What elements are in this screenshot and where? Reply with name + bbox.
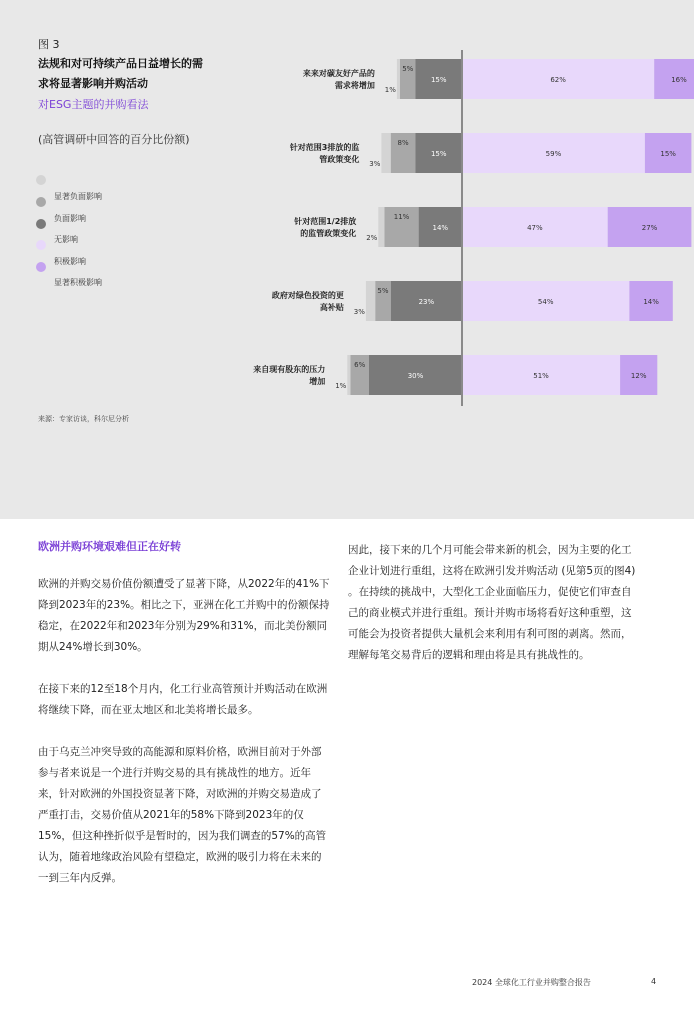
paragraph: 在接下来的12至18个月内，化工行业高管预计并购活动在欧洲将继续下降，而在亚太地区和北美将增长最多。 xyxy=(38,683,328,716)
data-label: 15% xyxy=(430,76,447,84)
data-label: 16% xyxy=(671,76,687,84)
article-left-column xyxy=(38,574,330,910)
data-label: 15% xyxy=(660,150,676,158)
legend-label-1: 负面影响 xyxy=(54,214,86,223)
data-label: 30% xyxy=(407,372,424,380)
figure-source: 来源：专家访谈，科尔尼分析 xyxy=(38,415,129,423)
bar-显著负面影响-2 xyxy=(378,207,384,247)
data-label: 62% xyxy=(550,76,566,84)
data-label: 1% xyxy=(335,382,347,390)
figure-subtitle: 对ESG主题的并购看法 xyxy=(38,98,149,111)
category-label: 管政策变化 xyxy=(319,155,360,164)
category-label: 来来对碳友好产品的 xyxy=(302,69,375,78)
bar-显著负面影响-0 xyxy=(397,59,400,99)
bar-显著负面影响-4 xyxy=(347,355,350,395)
category-label: 针对范围3排放的监 xyxy=(289,143,360,152)
diverging-bar-chart xyxy=(225,50,687,410)
chart-legend xyxy=(36,175,156,290)
legend-swatch-4 xyxy=(36,262,46,272)
data-label: 59% xyxy=(545,150,562,158)
category-label: 高补贴 xyxy=(319,303,344,312)
data-label: 2% xyxy=(366,234,378,242)
paragraph: 由于乌克兰冲突导致的高能源和原料价格，欧洲目前对于外部参与者来说是一个进行并购交易的具有挑战性的地方。近年来，针对欧洲的外国投资显著下降，对欧洲的并购交易造成了严重打击，交易价值从2021年的58%下降到2023年的仅15%，但这种挫折似乎是暂时的，因为我们调查的57%的高管认为，随着地缘政治风险有望稳定，欧洲的吸引力将在未来的一到三年内反弹。 xyxy=(38,746,327,884)
data-label: 47% xyxy=(527,224,543,232)
figure-title: 法规和对可持续产品日益增长的需求将显著影响并购活动 xyxy=(38,57,203,90)
data-label: 14% xyxy=(432,224,449,232)
legend-label-3: 积极影响 xyxy=(54,257,86,266)
category-label: 的监管政策变化 xyxy=(300,229,357,238)
paragraph: 欧洲的并购交易价值份额遭受了显著下降，从2022年的41%下降到2023年的23%。相比之下，亚洲在化工并购中的份额保持稳定，在2022年和2023年分别为29%和31%，而北美份额同期从24%增长到30%。 xyxy=(38,578,330,653)
data-label: 27% xyxy=(641,224,658,232)
category-label: 针对范围1/2排放 xyxy=(294,217,357,226)
category-label: 需求将增加 xyxy=(334,81,375,90)
figure-note: (高管调研中回答的百分比份额) xyxy=(38,133,190,146)
data-label: 14% xyxy=(643,298,659,306)
data-label: 5% xyxy=(402,65,414,73)
data-label: 5% xyxy=(377,287,389,295)
data-label: 6% xyxy=(354,361,366,369)
legend-label-0: 显著负面影响 xyxy=(54,192,102,201)
category-label: 增加 xyxy=(309,377,326,386)
legend-swatch-2 xyxy=(36,219,46,229)
paragraph: 因此，接下来的几个月可能会带来新的机会，因为主要的化工企业计划进行重组，这将在欧洲引发并购活动 (见第5页的图4) 。在持续的挑战中，大型化工企业面临压力，促使它们审查自己的商业模式并进行重组。预计并购市场将看好这种重塑，这可能会为投资者提供大量机会来利用有利可图的剥离。然而，理解每笔交易背后的逻辑和理由将是具有挑战性的。 xyxy=(348,544,636,661)
category-label: 来自现有股东的压力 xyxy=(253,365,326,374)
article-right-column xyxy=(348,540,640,687)
bar-显著负面影响-3 xyxy=(366,281,375,321)
data-label: 12% xyxy=(630,372,647,380)
footer-report-title: 2024 全球化工行业并购整合报告 xyxy=(472,978,591,987)
data-label: 23% xyxy=(418,298,435,306)
data-label: 15% xyxy=(430,150,447,158)
legend-swatch-3 xyxy=(36,240,46,250)
legend-label-2: 无影响 xyxy=(54,235,78,244)
legend-swatch-1 xyxy=(36,197,46,207)
page-number: 4 xyxy=(651,977,657,986)
data-label: 11% xyxy=(393,213,410,221)
category-label: 政府对绿色投资的更 xyxy=(271,291,344,300)
data-label: 51% xyxy=(533,372,549,380)
bar-显著负面影响-1 xyxy=(381,133,390,173)
legend-label-4: 显著积极影响 xyxy=(54,278,102,287)
data-label: 3% xyxy=(353,308,365,316)
figure-label: 图 3 xyxy=(38,38,60,51)
data-label: 3% xyxy=(369,160,381,168)
data-label: 8% xyxy=(397,139,409,147)
data-label: 54% xyxy=(537,298,554,306)
legend-swatch-0 xyxy=(36,175,46,185)
data-label: 1% xyxy=(384,86,396,94)
section-heading: 欧洲并购环境艰难但正在好转 xyxy=(38,540,181,553)
